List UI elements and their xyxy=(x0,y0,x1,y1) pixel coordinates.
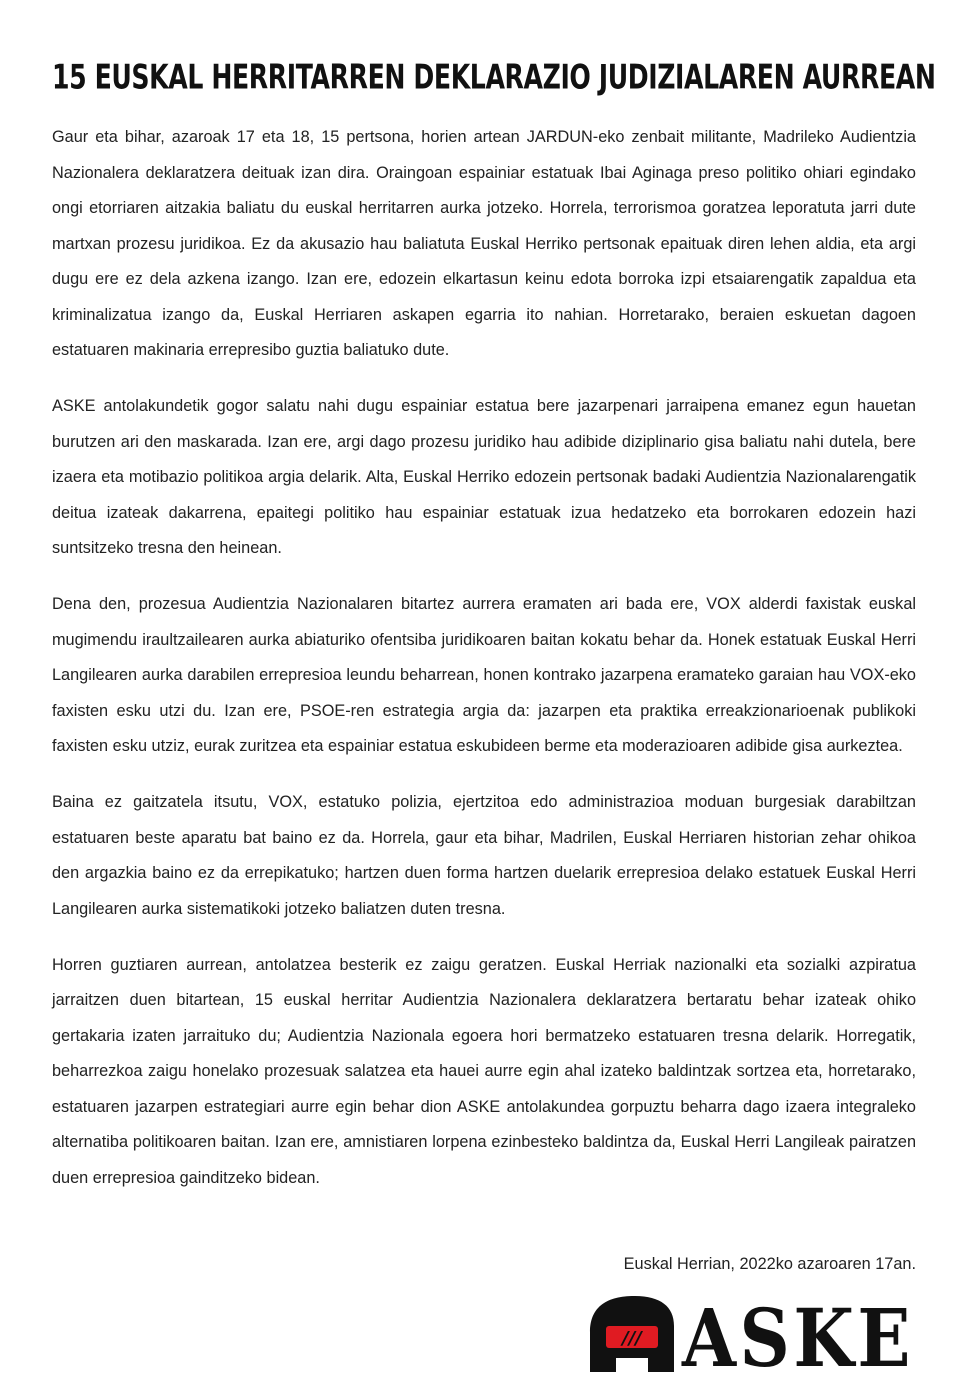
aske-logo xyxy=(586,1291,918,1383)
aske-emblem xyxy=(590,1296,674,1372)
document-title: 15 EUSKAL HERRITARREN DEKLARAZIO JUDIZIALAREN AURREAN xyxy=(52,58,936,98)
date-signature: Euskal Herrian, 2022ko azaroaren 17an. xyxy=(623,1255,916,1273)
paragraph-5: Horren guztiaren aurrean, antolatzea besterik ez zaigu geratzen. Euskal Herriak nazionalki eta sozialki azpiratua jarraitzen duen bitartean, 15 euskal herritar Audientzia Nazionalera deklaratzera bertaratu behar izateak ohiko gertakaria izaten jarraituko du; Audientzia Nazionala egoera hori bermatzeko estatuaren tresna delarik. Horregatik, beharrezkoa zaigu honelako prozesuak salatzea eta hauei aurre egin ahal izateko baldintzak sortzea eta, horretarako, estatuaren jazarpen estrategiari aurre egin behar dion ASKE antolakundea gorpuztu beharra dago izaera integraleko alternatiba politikoaren baitan. Izan ere, amnistiaren lorpena ezinbesteko baldintza da, Euskal Herri Langileak pairatzen duen errepresioa gainditzeko bidean. xyxy=(52,955,916,1187)
paragraph-4: Baina ez gaitzatela itsutu, VOX, estatuko polizia, ejertzitoa edo administrazioa moduan burgesiak darabiltzan estatuaren beste aparatu bat baino ez da. Horrela, gaur eta bihar, Madrilen, Euskal Herriaren historian zehar ohikoa den argazkia baino ez da errepikatuko; hartzen duen forma hartzen duelarik errepresioa delako estatuek Euskal Herri Langilearen aurka sistematikoki jotzeko baliatzen duten tresna. xyxy=(52,793,916,918)
paragraph-2: ASKE antolakundetik gogor salatu nahi dugu espainiar estatua bere jazarpenari jarraipena emanez egun hauetan burutzen ari den maskarada. Izan ere, argi dago prozesu juridiko hau adibide diziplinario gisa baliatu nahi dutela, bere izaera eta motibazio politikoa argia delarik. Alta, Euskal Herriko edozein pertsonak badaki Audientzia Nazionalarengatik deitua izateak dakarrena, epaitegi politiko hau espainiar estatuak izua hedatzeko eta borrokaren edozein hazi suntsitzeko tresna den heinean. xyxy=(52,397,916,557)
logo-wordmark: ASKE xyxy=(681,1291,914,1383)
emblem-slashes: /// xyxy=(622,1328,642,1349)
paragraph-1: Gaur eta bihar, azaroak 17 eta 18, 15 pertsona, horien artean JARDUN-eko zenbait militante, Madrileko Audientzia Nazionalera deklaratzera deituak izan dira. Oraingoan espainiar estatuak Ibai Aginaga preso politiko ohiari egindako ongi etorriaren aitzakia baliatu du euskal herritarren aurka jotzeko. Horrela, terrorismoa goratzea leporatuta jarri dute martxan prozesu juridikoa. Ez da akusazio hau baliatuta Euskal Herriko pertsonak epaituak diren lehen aldia, eta argi dugu ere ez dela azkena izango. Izan ere, edozein elkartasun keinu edota borroka izpi etsaiarengatik zapaldua eta kriminalizatua izango da, Euskal Herriaren askapen egarria ito nahian. Horretarako, beraien eskuetan dagoen estatuaren makinaria errepresibo guztia baliatuko dute. xyxy=(52,128,916,359)
document-body xyxy=(52,120,916,1217)
paragraph-3: Dena den, prozesua Audientzia Nazionalaren bitartez aurrera eramaten ari bada ere, VOX alderdi faxistak euskal mugimendu iraultzailearen aurka abiaturiko ofentsiba juridikoaren baitan kokatu behar da. Honek estatuak Euskal Herri Langilearen aurka darabilen errepresioa leundu beharrean, honen kontrako jazarpena eramateko garaian hau VOX-eko faxisten esku utzi du. Izan ere, PSOE-ren estrategia argia da: jazarpen eta praktika erreakzionarioenak publikoki faxisten esku utziz, eurak zuritzea eta espainiar estatua eskubideen berme eta moderazioaren adibide gisa aurkeztea. xyxy=(52,595,916,755)
